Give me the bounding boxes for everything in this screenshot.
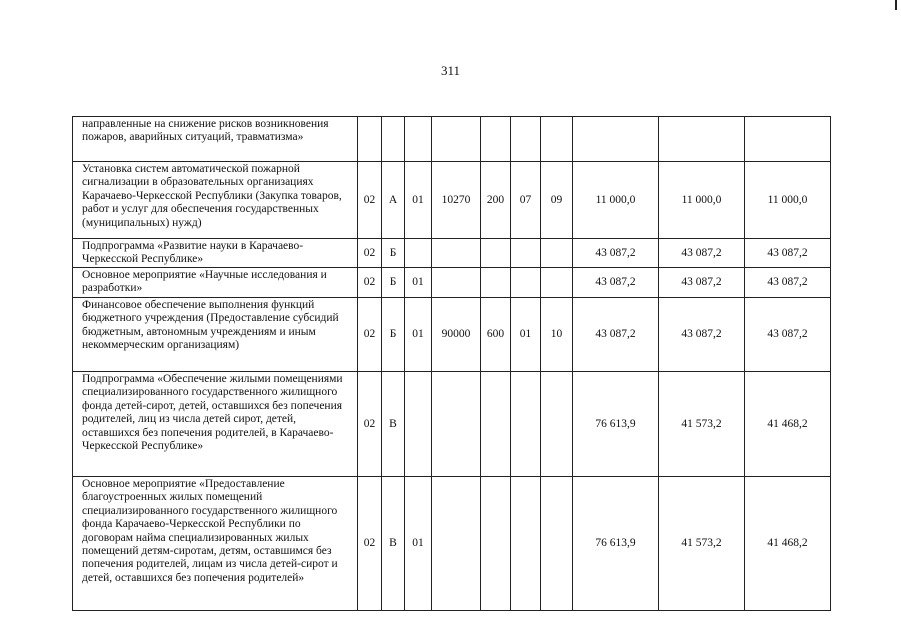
amount-year-3: 41 468,2 bbox=[745, 372, 831, 477]
amount-year-1 bbox=[573, 117, 659, 162]
expense-type-code bbox=[481, 239, 511, 268]
subprogram-code: В bbox=[382, 477, 405, 611]
expense-type-code bbox=[481, 477, 511, 611]
main-event-code bbox=[405, 372, 432, 477]
table-row bbox=[73, 162, 831, 239]
table-row bbox=[73, 372, 831, 477]
amount-year-1: 11 000,0 bbox=[573, 162, 659, 239]
row-name: Установка систем автоматической пожарной сигнализации в образовательных организациях Карачаево-Черкесской Республики (Закупка товаров, работ и услуг для обеспечения государственных (муниципальных) нужд) bbox=[73, 162, 358, 239]
page-edge-mark bbox=[895, 0, 897, 10]
main-event-code bbox=[405, 117, 432, 162]
section-code bbox=[511, 477, 541, 611]
amount-year-2 bbox=[659, 117, 745, 162]
amount-year-2: 41 573,2 bbox=[659, 477, 745, 611]
subsection-code bbox=[541, 117, 573, 162]
table-row bbox=[73, 477, 831, 611]
program-code: 02 bbox=[358, 268, 382, 298]
subprogram-code: Б bbox=[382, 268, 405, 298]
table-row bbox=[73, 268, 831, 298]
row-name: Основное мероприятие «Предоставление благоустроенных жилых помещений специализированного государственного жилищного фонда Карачаево-Черкесской Республики по договорам найма специализированных жилых помещений детям-сиротам, детям, оставшимся без попечения родителей, лицам из числа детей-сирот и детей, оставшихся без попечения родителей» bbox=[73, 477, 358, 611]
subprogram-code: Б bbox=[382, 239, 405, 268]
expense-type-code bbox=[481, 117, 511, 162]
table-row bbox=[73, 239, 831, 268]
subprogram-code bbox=[382, 117, 405, 162]
amount-year-1: 43 087,2 bbox=[573, 268, 659, 298]
program-code: 02 bbox=[358, 298, 382, 372]
amount-year-2: 41 573,2 bbox=[659, 372, 745, 477]
subsection-code bbox=[541, 239, 573, 268]
section-code bbox=[511, 372, 541, 477]
main-event-code: 01 bbox=[405, 477, 432, 611]
expense-type-code bbox=[481, 372, 511, 477]
subsection-code bbox=[541, 372, 573, 477]
amount-year-1: 76 613,9 bbox=[573, 372, 659, 477]
page-number: 311 bbox=[440, 63, 461, 78]
amount-year-1: 43 087,2 bbox=[573, 239, 659, 268]
subsection-code bbox=[541, 477, 573, 611]
subsection-code bbox=[541, 268, 573, 298]
section-code: 01 bbox=[511, 298, 541, 372]
direction-code bbox=[432, 239, 481, 268]
table-row bbox=[73, 298, 831, 372]
direction-code bbox=[432, 268, 481, 298]
section-code bbox=[511, 239, 541, 268]
row-name: направленные на снижение рисков возникновения пожаров, аварийных ситуаций, травматизма» bbox=[73, 117, 358, 162]
expense-type-code bbox=[481, 268, 511, 298]
subprogram-code: В bbox=[382, 372, 405, 477]
program-code bbox=[358, 117, 382, 162]
expense-type-code: 200 bbox=[481, 162, 511, 239]
direction-code: 90000 bbox=[432, 298, 481, 372]
direction-code: 10270 bbox=[432, 162, 481, 239]
main-event-code: 01 bbox=[405, 162, 432, 239]
amount-year-3 bbox=[745, 117, 831, 162]
amount-year-2: 43 087,2 bbox=[659, 239, 745, 268]
direction-code bbox=[432, 372, 481, 477]
direction-code bbox=[432, 117, 481, 162]
amount-year-3: 43 087,2 bbox=[745, 239, 831, 268]
program-code: 02 bbox=[358, 239, 382, 268]
subprogram-code: А bbox=[382, 162, 405, 239]
amount-year-1: 76 613,9 bbox=[573, 477, 659, 611]
row-name: Подпрограмма «Развитие науки в Карачаево-Черкесской Республике» bbox=[73, 239, 358, 268]
budget-table bbox=[72, 116, 831, 611]
expense-type-code: 600 bbox=[481, 298, 511, 372]
subsection-code: 09 bbox=[541, 162, 573, 239]
main-event-code bbox=[405, 239, 432, 268]
direction-code bbox=[432, 477, 481, 611]
amount-year-3: 43 087,2 bbox=[745, 298, 831, 372]
row-name: Финансовое обеспечение выполнения функций бюджетного учреждения (Предоставление субсидий бюджетным, автономным учреждениям и иным некоммерческим организациям) bbox=[73, 298, 358, 372]
main-event-code: 01 bbox=[405, 268, 432, 298]
program-code: 02 bbox=[358, 477, 382, 611]
section-code bbox=[511, 117, 541, 162]
table-row bbox=[73, 117, 831, 162]
amount-year-3: 41 468,2 bbox=[745, 477, 831, 611]
amount-year-1: 43 087,2 bbox=[573, 298, 659, 372]
main-event-code: 01 bbox=[405, 298, 432, 372]
section-code: 07 bbox=[511, 162, 541, 239]
amount-year-2: 11 000,0 bbox=[659, 162, 745, 239]
section-code bbox=[511, 268, 541, 298]
subprogram-code: Б bbox=[382, 298, 405, 372]
amount-year-3: 11 000,0 bbox=[745, 162, 831, 239]
amount-year-2: 43 087,2 bbox=[659, 268, 745, 298]
program-code: 02 bbox=[358, 162, 382, 239]
amount-year-3: 43 087,2 bbox=[745, 268, 831, 298]
program-code: 02 bbox=[358, 372, 382, 477]
subsection-code: 10 bbox=[541, 298, 573, 372]
row-name: Основное мероприятие «Научные исследования и разработки» bbox=[73, 268, 358, 298]
row-name: Подпрограмма «Обеспечение жилыми помещениями специализированного государственного жилищного фонда детей-сирот, детей, оставшихся без попечения родителей, лиц из числа детей сирот, детей, оставшихся без попечения родителей, в Карачаево-Черкесской Республике» bbox=[73, 372, 358, 477]
amount-year-2: 43 087,2 bbox=[659, 298, 745, 372]
